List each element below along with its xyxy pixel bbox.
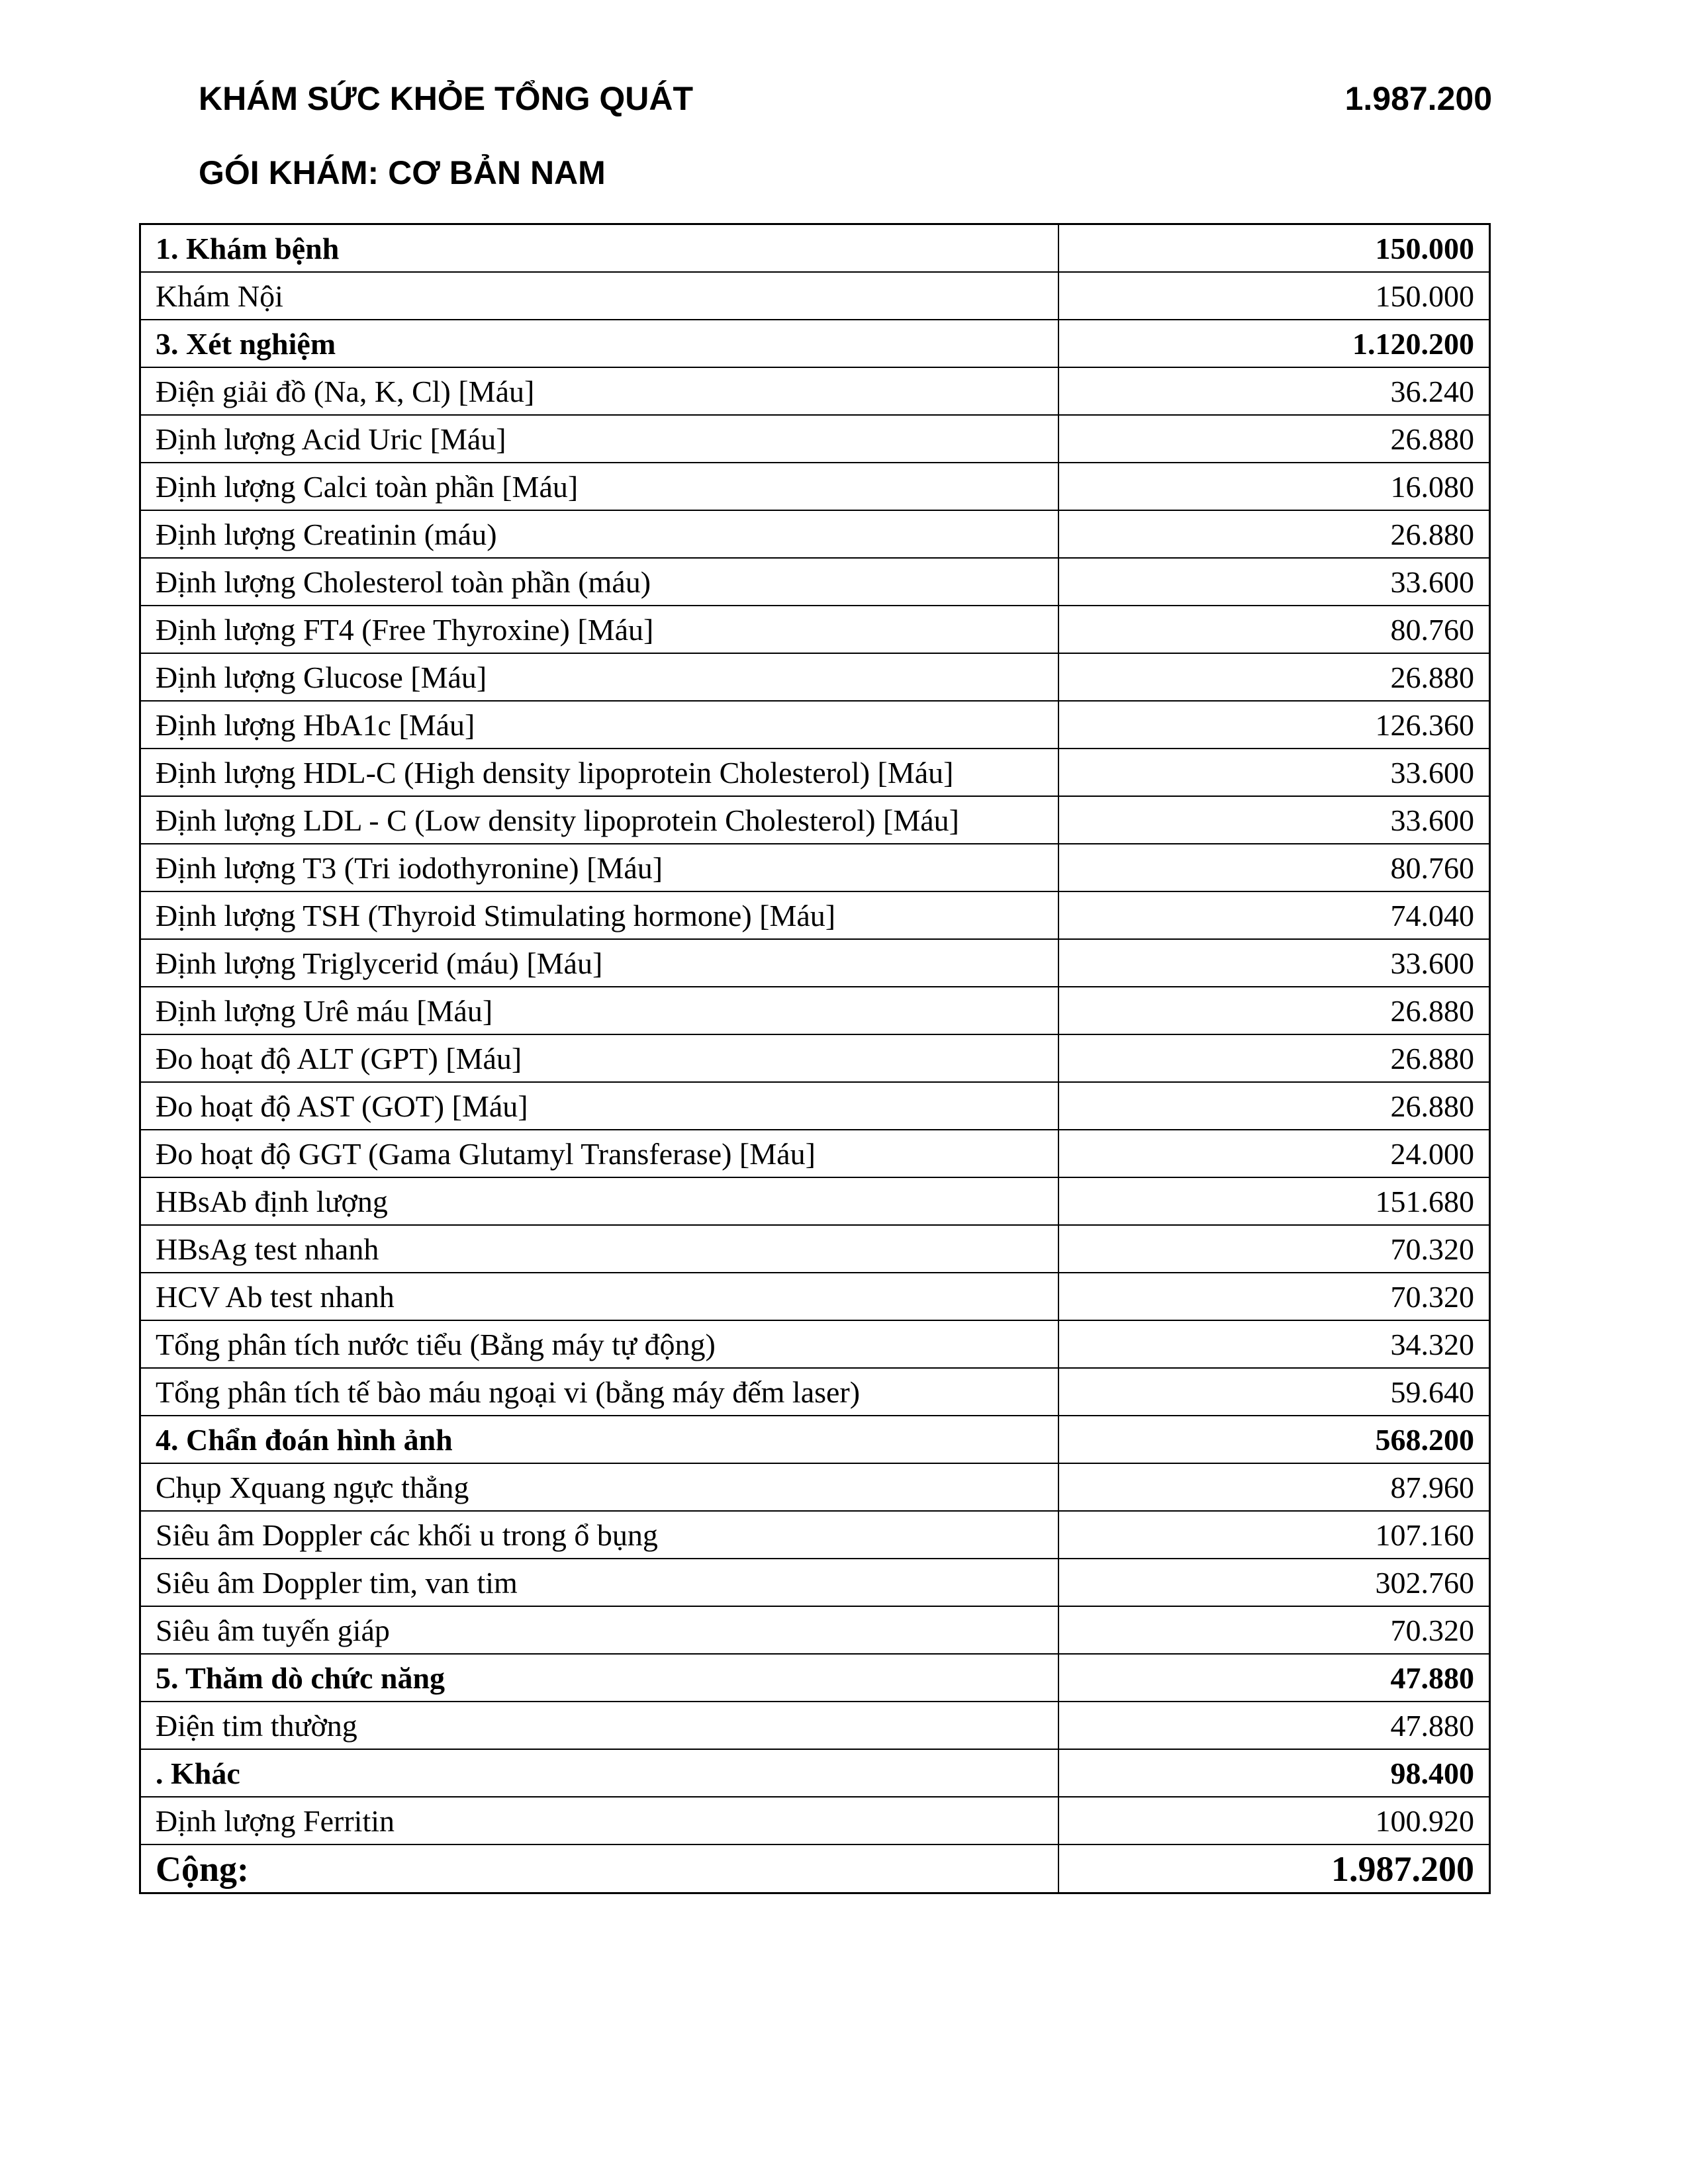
table-row (140, 1273, 1490, 1320)
table-row (140, 1463, 1490, 1511)
service-price: 34.320 (1058, 1320, 1490, 1368)
table-row (140, 844, 1490, 891)
service-name: Định lượng HbA1c [Máu] (140, 701, 1059, 749)
service-name: Định lượng Cholesterol toàn phần (máu) (140, 558, 1059, 606)
service-price: 26.880 (1058, 1082, 1490, 1130)
service-name: . Khác (140, 1749, 1059, 1797)
service-name: Định lượng FT4 (Free Thyroxine) [Máu] (140, 606, 1059, 653)
table-row (140, 415, 1490, 463)
service-price: 70.320 (1058, 1606, 1490, 1654)
service-price: 568.200 (1058, 1416, 1490, 1463)
service-name: HBsAg test nhanh (140, 1225, 1059, 1273)
table-row (140, 606, 1490, 653)
service-name: Chụp Xquang ngực thẳng (140, 1463, 1059, 1511)
service-price: 107.160 (1058, 1511, 1490, 1559)
service-price: 70.320 (1058, 1225, 1490, 1273)
price-table-body (140, 224, 1490, 1893)
table-row (140, 939, 1490, 987)
service-name: Đo hoạt độ AST (GOT) [Máu] (140, 1082, 1059, 1130)
service-price: 33.600 (1058, 558, 1490, 606)
section-row (140, 224, 1490, 273)
service-name: Điện tim thường (140, 1702, 1059, 1749)
document-title: KHÁM SỨC KHỎE TỔNG QUÁT (199, 80, 694, 117)
table-row (140, 272, 1490, 320)
service-name: Định lượng Calci toàn phần [Máu] (140, 463, 1059, 510)
service-price: 47.880 (1058, 1702, 1490, 1749)
service-name: 5. Thăm dò chức năng (140, 1654, 1059, 1702)
service-price: 26.880 (1058, 987, 1490, 1034)
section-row (140, 1654, 1490, 1702)
table-row (140, 367, 1490, 415)
service-name: Tổng phân tích nước tiểu (Bằng máy tự động) (140, 1320, 1059, 1368)
service-price: 302.760 (1058, 1559, 1490, 1606)
service-name: HBsAb định lượng (140, 1177, 1059, 1225)
service-price: 74.040 (1058, 891, 1490, 939)
table-row (140, 1082, 1490, 1130)
service-name: Định lượng Acid Uric [Máu] (140, 415, 1059, 463)
table-row (140, 1177, 1490, 1225)
table-row (140, 1130, 1490, 1177)
service-name: Siêu âm tuyến giáp (140, 1606, 1059, 1654)
service-price: 98.400 (1058, 1749, 1490, 1797)
service-name: 3. Xét nghiệm (140, 320, 1059, 367)
service-name: Điện giải đồ (Na, K, Cl) [Máu] (140, 367, 1059, 415)
service-name: 1. Khám bệnh (140, 224, 1059, 273)
table-row (140, 987, 1490, 1034)
service-price: 33.600 (1058, 939, 1490, 987)
table-row (140, 1559, 1490, 1606)
service-price: 26.880 (1058, 653, 1490, 701)
table-row (140, 1320, 1490, 1368)
service-price: 47.880 (1058, 1654, 1490, 1702)
total-label: Cộng: (140, 1844, 1059, 1893)
service-price: 80.760 (1058, 844, 1490, 891)
service-name: Siêu âm Doppler các khối u trong ổ bụng (140, 1511, 1059, 1559)
service-name: Định lượng Glucose [Máu] (140, 653, 1059, 701)
table-row (140, 749, 1490, 796)
table-row (140, 1797, 1490, 1844)
table-row (140, 558, 1490, 606)
table-row (140, 463, 1490, 510)
service-name: Định lượng Urê máu [Máu] (140, 987, 1059, 1034)
service-name: Định lượng Ferritin (140, 1797, 1059, 1844)
service-name: Đo hoạt độ ALT (GPT) [Máu] (140, 1034, 1059, 1082)
section-row (140, 1416, 1490, 1463)
table-row (140, 1511, 1490, 1559)
table-row (140, 1225, 1490, 1273)
table-row (140, 510, 1490, 558)
service-price: 1.120.200 (1058, 320, 1490, 367)
service-name: Định lượng Triglycerid (máu) [Máu] (140, 939, 1059, 987)
section-row (140, 1749, 1490, 1797)
table-row (140, 1368, 1490, 1416)
service-price: 70.320 (1058, 1273, 1490, 1320)
table-row (140, 796, 1490, 844)
service-price: 26.880 (1058, 415, 1490, 463)
service-price: 150.000 (1058, 272, 1490, 320)
price-table (139, 223, 1491, 1894)
package-total-price: 1.987.200 (1344, 80, 1492, 117)
service-price: 100.920 (1058, 1797, 1490, 1844)
service-price: 26.880 (1058, 510, 1490, 558)
service-price: 33.600 (1058, 749, 1490, 796)
service-price: 59.640 (1058, 1368, 1490, 1416)
service-price: 126.360 (1058, 701, 1490, 749)
service-name: Định lượng HDL-C (High density lipoprotein Cholesterol) [Máu] (140, 749, 1059, 796)
table-row (140, 1034, 1490, 1082)
table-row (140, 1702, 1490, 1749)
service-price: 24.000 (1058, 1130, 1490, 1177)
service-name: HCV Ab test nhanh (140, 1273, 1059, 1320)
table-row (140, 1606, 1490, 1654)
service-name: Định lượng TSH (Thyroid Stimulating hormone) [Máu] (140, 891, 1059, 939)
service-name: Siêu âm Doppler tim, van tim (140, 1559, 1059, 1606)
service-price: 150.000 (1058, 224, 1490, 273)
service-price: 80.760 (1058, 606, 1490, 653)
service-name: Khám Nội (140, 272, 1059, 320)
total-row (140, 1844, 1490, 1893)
service-name: Định lượng Creatinin (máu) (140, 510, 1059, 558)
table-row (140, 701, 1490, 749)
package-name: GÓI KHÁM: CƠ BẢN NAM (199, 154, 606, 191)
service-name: Định lượng LDL - C (Low density lipoprotein Cholesterol) [Máu] (140, 796, 1059, 844)
service-price: 151.680 (1058, 1177, 1490, 1225)
service-name: Tổng phân tích tế bào máu ngoại vi (bằng máy đếm laser) (140, 1368, 1059, 1416)
service-price: 16.080 (1058, 463, 1490, 510)
service-name: Định lượng T3 (Tri iodothyronine) [Máu] (140, 844, 1059, 891)
service-name: Đo hoạt độ GGT (Gama Glutamyl Transferase) [Máu] (140, 1130, 1059, 1177)
table-row (140, 891, 1490, 939)
service-price: 26.880 (1058, 1034, 1490, 1082)
table-row (140, 653, 1490, 701)
service-price: 87.960 (1058, 1463, 1490, 1511)
section-row (140, 320, 1490, 367)
service-price: 36.240 (1058, 367, 1490, 415)
total-amount: 1.987.200 (1058, 1844, 1490, 1893)
service-name: 4. Chẩn đoán hình ảnh (140, 1416, 1059, 1463)
service-price: 33.600 (1058, 796, 1490, 844)
